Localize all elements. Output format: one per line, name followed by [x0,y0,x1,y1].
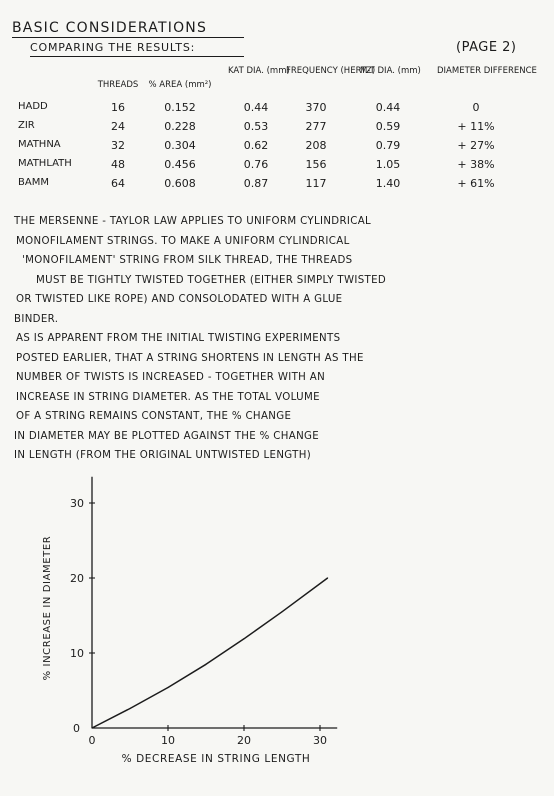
series-point [205,664,206,665]
table-row-label: BAMM [18,177,49,188]
table-cell: + 27% [457,139,495,152]
page-subtitle: COMPARING THE RESULTS: [30,41,196,54]
x-tick-label: 20 [237,734,251,747]
table-cell: 0.76 [243,158,269,171]
table-cell: 1.40 [375,177,401,190]
table-cell: 0.608 [164,177,196,190]
title-underline [12,37,244,38]
paragraph-line: OR TWISTED LIKE ROPE) AND CONSOLODATED WITH A GLUE [16,294,343,305]
x-tick-label: 0 [88,734,96,747]
paragraph-line: IN LENGTH (FROM THE ORIGINAL UNTWISTED LENGTH) [14,450,312,461]
paragraph-line: 'MONOFILAMENT' STRING FROM SILK THREAD, THE THREADS [22,255,353,266]
table-cell: 24 [111,120,125,133]
table-header-cell: DIAMETER DIFFERENCE [437,66,537,76]
table-header-cell: KAT DIA. (mm) [228,66,290,76]
table-cell: 0 [472,101,480,114]
series-point [167,687,168,688]
body-paragraph [14,212,546,466]
table-cell: 208 [305,139,327,152]
series-point [129,708,130,709]
paragraph-line: POSTED EARLIER, THAT A STRING SHORTENS IN LENGTH AS THE [16,352,364,364]
paragraph-line: AS IS APPARENT FROM THE INITIAL TWISTING EXPERIMENTS [16,333,341,344]
subtitle-underline [30,56,244,57]
y-tick-label: 10 [70,647,84,660]
table-row-label: ZIR [18,120,35,131]
series-point [243,638,244,639]
table-cell: 0.304 [164,139,196,152]
table-cell: 117 [305,177,327,190]
paragraph-line: MUST BE TIGHTLY TWISTED TOGETHER (EITHER SIMPLY TWISTED [36,274,387,286]
series-line [92,578,328,728]
table-cell: 0.53 [243,120,269,133]
table-cell: 16 [111,101,125,114]
series-point [281,611,282,612]
table-header-cell: % AREA (mm²) [148,80,212,90]
page-title: BASIC CONSIDERATIONS [12,20,208,36]
table-cell: 0.44 [243,101,269,114]
table-header-cell: THREADS [97,80,139,90]
paragraph-line: MONOFILAMENT STRINGS. TO MAKE A UNIFORM CYLINDRICAL [16,235,350,247]
table-header-cell: M-T DIA. (mm) [360,66,421,76]
table-cell: 32 [111,139,125,152]
table-cell: 48 [111,158,125,171]
table-cell: 0.59 [375,120,401,133]
table-cell: 0.44 [375,101,401,114]
table-cell: 0.62 [243,139,269,152]
table-cell: 156 [305,158,327,171]
table-cell: 0.152 [164,101,196,114]
table-header-cell: FREQUENCY (HERTZ) [286,66,376,76]
paragraph-line: THE MERSENNE - TAYLOR LAW APPLIES TO UNIFORM CYLINDRICAL [14,216,372,227]
paragraph-line: BINDER. [14,313,59,325]
table-cell: 0.87 [243,177,269,190]
table-cell: + 61% [457,177,495,190]
x-tick-label: 10 [161,734,175,747]
y-axis-label: % INCREASE IN DIAMETER [42,535,53,681]
paragraph-line: INCREASE IN STRING DIAMETER. AS THE TOTAL VOLUME [16,391,320,403]
x-axis-label: % DECREASE IN STRING LENGTH [121,753,311,765]
table-cell: 277 [305,120,327,133]
page-number: (PAGE 2) [456,40,517,55]
y-tick-label: 20 [70,572,84,585]
table-cell: 1.05 [375,158,401,171]
series-point [91,727,92,728]
paragraph-line: NUMBER OF TWISTS IS INCREASED - TOGETHER WITH AN [16,372,326,383]
y-tick-label: 30 [70,497,84,510]
table-cell: 64 [111,177,125,190]
series-point [327,577,328,578]
table-cell: 0.79 [375,139,401,152]
table-cell: + 38% [457,158,495,171]
paragraph-line: OF A STRING REMAINS CONSTANT, THE % CHANGE [16,411,292,422]
x-tick-label: 30 [313,734,327,747]
table-row-label: MATHNA [18,139,61,150]
diameter-vs-length-chart [0,470,554,796]
y-tick-label: 0 [73,722,80,735]
table-cell: + 11% [457,120,495,133]
table-cell: 370 [305,101,327,114]
table-cell: 0.456 [164,158,196,171]
table-row-label: MATHLATH [18,158,72,169]
table-row-label: HADD [18,101,48,112]
table-cell: 0.228 [164,120,196,133]
paragraph-line: IN DIAMETER MAY BE PLOTTED AGAINST THE % CHANGE [14,430,320,442]
